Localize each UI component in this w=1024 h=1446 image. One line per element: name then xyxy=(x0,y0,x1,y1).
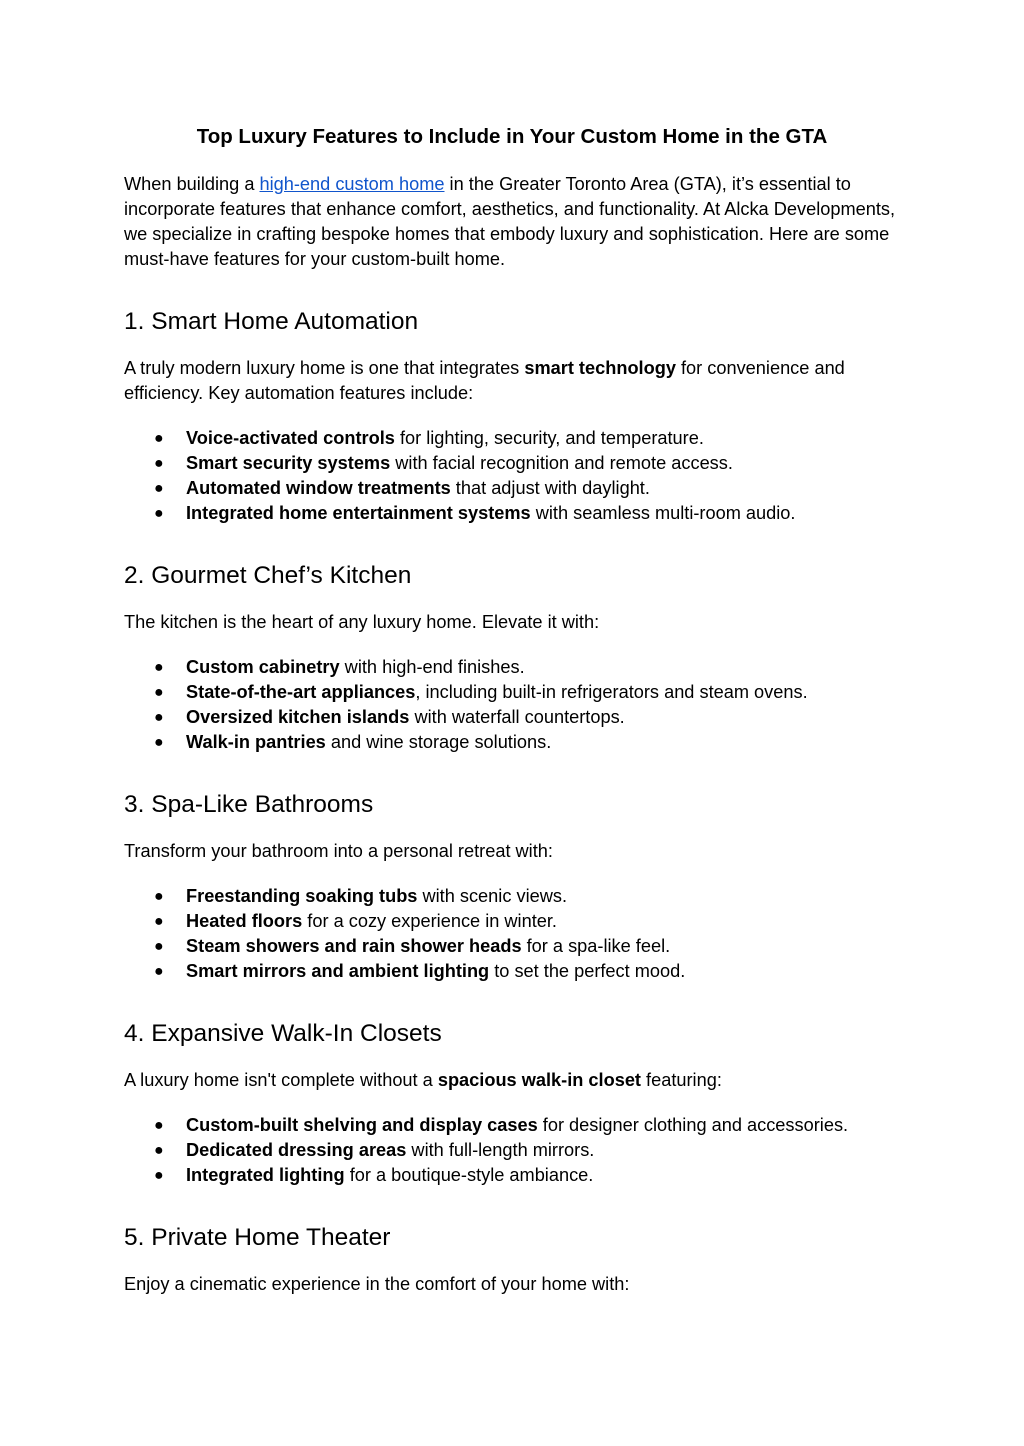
section-walk-in-closets xyxy=(124,1018,900,1188)
list-item-text: that adjust with daylight. xyxy=(450,478,650,498)
list-item xyxy=(124,1113,900,1138)
list-item xyxy=(124,934,900,959)
intro-text-after-link: in the Greater Toronto Area (GTA), it’s essential to incorporate features that enhance comfort, aesthetics, and functionality. At Alcka Developments, we specialize in crafting bespoke homes that embody luxury and sophistication. Here are some must-have features for your custom-built home. xyxy=(124,174,896,269)
intro-text-before-link: When building a xyxy=(124,174,260,194)
list-item xyxy=(124,680,900,705)
list-item xyxy=(124,909,900,934)
bullet-icon: ● xyxy=(154,659,164,676)
list-item-bold: Custom-built shelving and display cases xyxy=(186,1115,538,1135)
feature-list xyxy=(124,884,900,984)
section-intro: The kitchen is the heart of any luxury home. Elevate it with: xyxy=(124,612,600,632)
list-item xyxy=(124,1163,900,1188)
section-intro xyxy=(124,356,900,406)
bullet-icon: ● xyxy=(154,1117,164,1134)
section-heading: 1. Smart Home Automation xyxy=(124,308,419,335)
list-item-bold: Smart mirrors and ambient lighting xyxy=(186,961,490,981)
list-item xyxy=(124,501,900,526)
list-item-text: for a boutique-style ambiance. xyxy=(344,1165,594,1185)
list-item-bold: Oversized kitchen islands xyxy=(186,707,410,727)
list-item-bold: Dedicated dressing areas xyxy=(186,1140,407,1160)
list-item xyxy=(124,426,900,451)
document-title: Top Luxury Features to Include in Your Custom Home in the GTA xyxy=(196,125,828,148)
list-item-text: with facial recognition and remote access. xyxy=(390,453,733,473)
section-smart-home-automation xyxy=(124,306,900,526)
list-item-text: , including built-in refrigerators and steam ovens. xyxy=(415,682,808,702)
bullet-icon: ● xyxy=(154,888,164,905)
feature-list xyxy=(124,655,900,755)
list-item-text: for designer clothing and accessories. xyxy=(537,1115,849,1135)
section-intro-text-after: featuring: xyxy=(641,1070,722,1090)
bullet-icon: ● xyxy=(154,1142,164,1159)
list-item-text: for a cozy experience in winter. xyxy=(302,911,557,931)
list-item-bold: Integrated home entertainment systems xyxy=(186,503,531,523)
list-item-bold: Integrated lighting xyxy=(186,1165,345,1185)
section-intro-text-after: for convenience and efficiency. Key automation features include: xyxy=(124,358,845,403)
bullet-icon: ● xyxy=(154,963,164,980)
bullet-icon: ● xyxy=(154,505,164,522)
list-item xyxy=(124,655,900,680)
list-item-text: to set the perfect mood. xyxy=(489,961,686,981)
section-intro-bold: spacious walk-in closet xyxy=(437,1070,641,1090)
list-item xyxy=(124,1138,900,1163)
section-intro-text: A luxury home isn't complete without a xyxy=(124,1070,438,1090)
section-heading: 5. Private Home Theater xyxy=(124,1224,391,1251)
list-item xyxy=(124,476,900,501)
document-page xyxy=(124,122,900,1317)
section-gourmet-kitchen xyxy=(124,560,900,755)
bullet-icon: ● xyxy=(154,1167,164,1184)
section-intro-text: A truly modern luxury home is one that integrates xyxy=(124,358,525,378)
list-item-bold: Automated window treatments xyxy=(186,478,451,498)
list-item-bold: Voice-activated controls xyxy=(186,428,395,448)
section-heading: 3. Spa-Like Bathrooms xyxy=(124,791,374,818)
list-item xyxy=(124,451,900,476)
list-item xyxy=(124,959,900,984)
list-item-text: for lighting, security, and temperature. xyxy=(394,428,704,448)
list-item-text: with high-end finishes. xyxy=(339,657,525,677)
section-intro: Transform your bathroom into a personal retreat with: xyxy=(124,841,553,861)
section-heading: 2. Gourmet Chef’s Kitchen xyxy=(124,562,412,589)
bullet-icon: ● xyxy=(154,734,164,751)
list-item-text: for a spa-like feel. xyxy=(521,936,671,956)
list-item-bold: Heated floors xyxy=(186,911,303,931)
list-item-text: and wine storage solutions. xyxy=(325,732,552,752)
bullet-icon: ● xyxy=(154,480,164,497)
bullet-icon: ● xyxy=(154,455,164,472)
list-item-text: with seamless multi-room audio. xyxy=(530,503,796,523)
list-item-text: with waterfall countertops. xyxy=(409,707,625,727)
section-home-theater xyxy=(124,1222,900,1297)
section-intro-bold: smart technology xyxy=(524,358,676,378)
list-item-bold: Walk-in pantries xyxy=(186,732,326,752)
bullet-icon: ● xyxy=(154,938,164,955)
list-item xyxy=(124,884,900,909)
list-item-bold: Steam showers and rain shower heads xyxy=(186,936,522,956)
list-item-bold: Freestanding soaking tubs xyxy=(186,886,418,906)
intro-paragraph xyxy=(124,172,900,272)
section-heading: 4. Expansive Walk-In Closets xyxy=(124,1020,442,1047)
feature-list xyxy=(124,1113,900,1188)
bullet-icon: ● xyxy=(154,684,164,701)
bullet-icon: ● xyxy=(154,913,164,930)
list-item-bold: State-of-the-art appliances xyxy=(186,682,416,702)
bullet-icon: ● xyxy=(154,709,164,726)
high-end-custom-home-link[interactable]: high-end custom home xyxy=(259,174,445,194)
list-item-bold: Custom cabinetry xyxy=(186,657,340,677)
section-intro xyxy=(124,1068,900,1093)
list-item-bold: Smart security systems xyxy=(186,453,391,473)
list-item xyxy=(124,730,900,755)
bullet-icon: ● xyxy=(154,430,164,447)
list-item xyxy=(124,705,900,730)
section-intro: Enjoy a cinematic experience in the comfort of your home with: xyxy=(124,1274,630,1294)
section-spa-bathrooms xyxy=(124,789,900,984)
list-item-text: with scenic views. xyxy=(417,886,568,906)
list-item-text: with full-length mirrors. xyxy=(406,1140,595,1160)
feature-list xyxy=(124,426,900,526)
